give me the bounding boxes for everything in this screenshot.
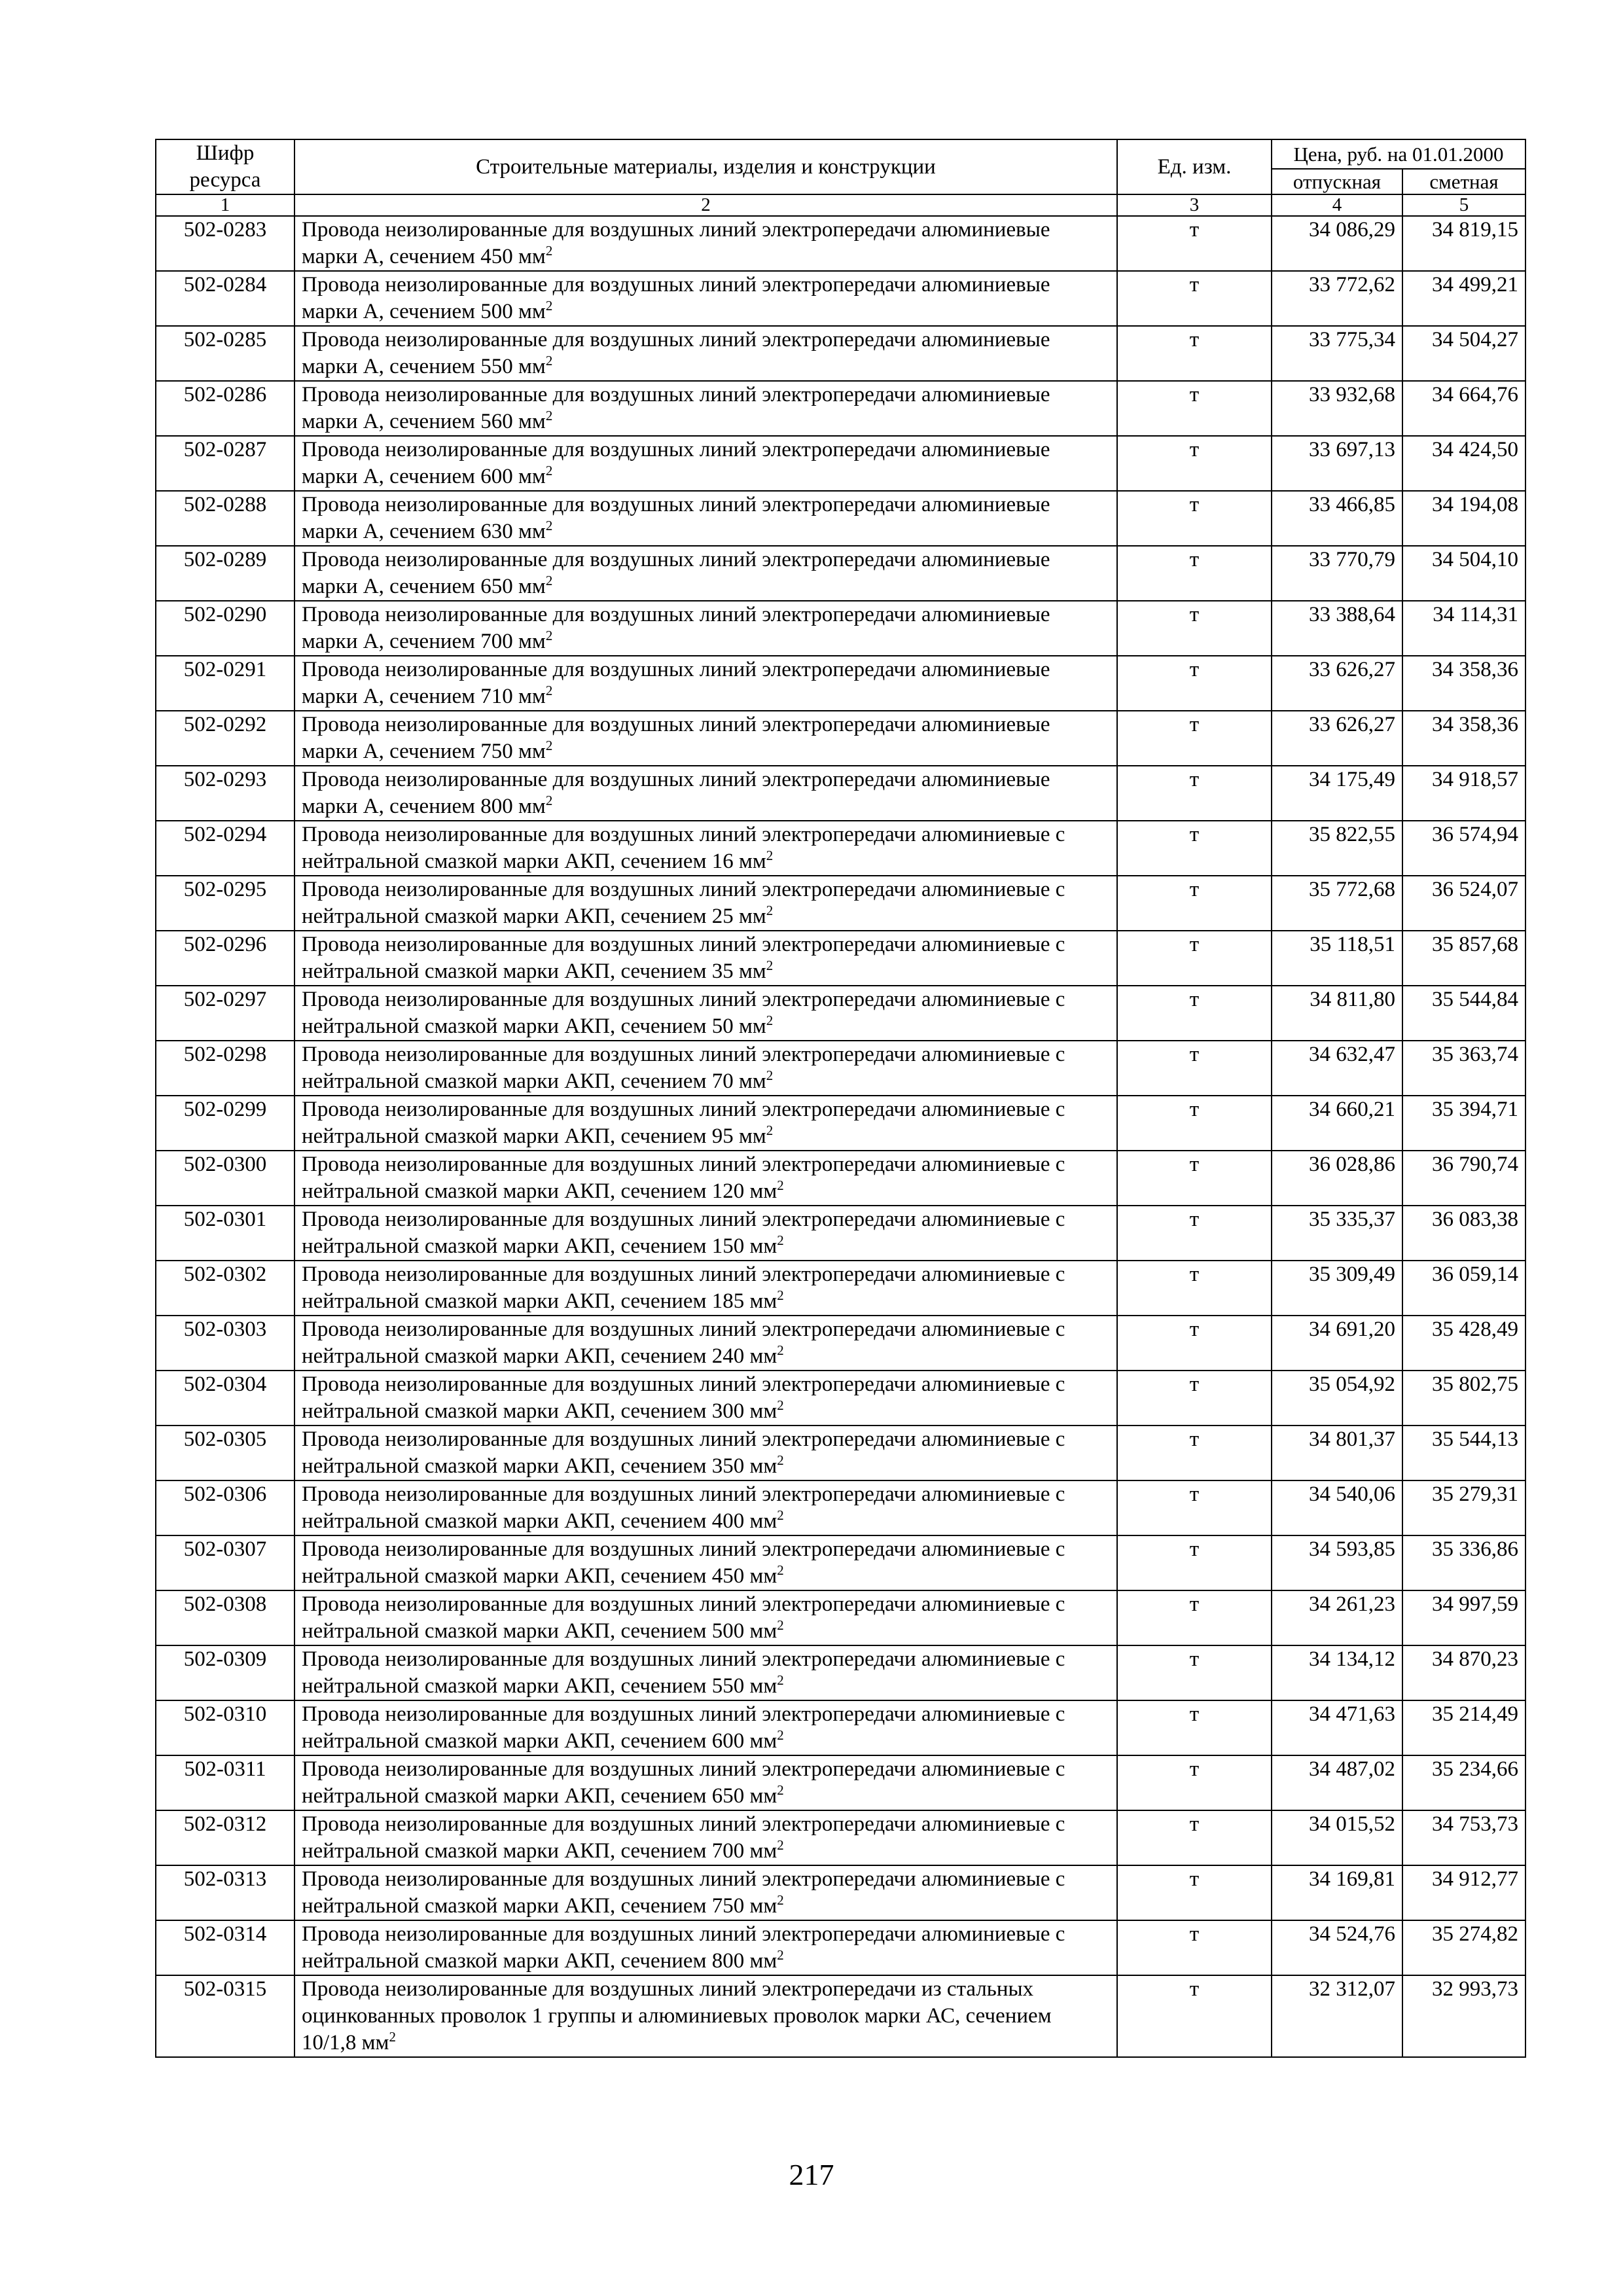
material-name xyxy=(294,931,1117,986)
material-name-text: Провода неизолированные для воздушных линий электропередачи алюминиевые с нейтральной смазкой марки АКП, сечением 350 мм xyxy=(302,1427,1065,1478)
table-row xyxy=(156,271,1525,326)
resource-code: 502-0310 xyxy=(156,1700,294,1755)
material-name-text: Провода неизолированные для воздушных линий электропередачи алюминиевые марки А, сечением 700 мм xyxy=(302,603,1050,653)
material-name-text: Провода неизолированные для воздушных линий электропередачи алюминиевые с нейтральной смазкой марки АКП, сечением 450 мм xyxy=(302,1537,1065,1588)
estimate-price: 35 363,74 xyxy=(1402,1041,1525,1096)
material-name-text: Провода неизолированные для воздушных линий электропередачи алюминиевые с нейтральной смазкой марки АКП, сечением 16 мм xyxy=(302,823,1065,873)
resource-code: 502-0297 xyxy=(156,986,294,1041)
column-number: 2 xyxy=(294,194,1117,216)
table-body xyxy=(156,194,1525,2057)
column-number: 4 xyxy=(1272,194,1402,216)
table-row xyxy=(156,876,1525,931)
resource-code: 502-0299 xyxy=(156,1096,294,1151)
unit-cell: т xyxy=(1117,1810,1272,1865)
resource-code: 502-0312 xyxy=(156,1810,294,1865)
resource-code: 502-0293 xyxy=(156,766,294,821)
release-price: 34 175,49 xyxy=(1272,766,1402,821)
estimate-price: 35 857,68 xyxy=(1402,931,1525,986)
unit-cell: т xyxy=(1117,1755,1272,1810)
estimate-price: 34 912,77 xyxy=(1402,1865,1525,1920)
material-name-text: Провода неизолированные для воздушных линий электропередачи алюминиевые марки А, сечением 710 мм xyxy=(302,658,1050,708)
resource-code: 502-0291 xyxy=(156,656,294,711)
material-name xyxy=(294,656,1117,711)
table-row xyxy=(156,1480,1525,1535)
unit-superscript: 2 xyxy=(545,298,553,314)
table-row xyxy=(156,1700,1525,1755)
unit-cell: т xyxy=(1117,1920,1272,1975)
material-name xyxy=(294,326,1117,381)
unit-superscript: 2 xyxy=(766,1122,774,1138)
unit-superscript: 2 xyxy=(777,1177,784,1193)
table-row xyxy=(156,1316,1525,1371)
table-row xyxy=(156,1590,1525,1645)
unit-superscript: 2 xyxy=(545,628,553,643)
material-name xyxy=(294,436,1117,491)
material-name xyxy=(294,1096,1117,1151)
resource-code: 502-0295 xyxy=(156,876,294,931)
unit-superscript: 2 xyxy=(777,1892,784,1908)
resource-code: 502-0311 xyxy=(156,1755,294,1810)
estimate-price: 34 819,15 xyxy=(1402,216,1525,271)
material-name-text: Провода неизолированные для воздушных линий электропередачи алюминиевые марки А, сечением 450 мм xyxy=(302,218,1050,268)
material-name-text: Провода неизолированные для воздушных линий электропередачи алюминиевые с нейтральной смазкой марки АКП, сечением 70 мм xyxy=(302,1043,1065,1093)
table-row xyxy=(156,1261,1525,1316)
unit-cell: т xyxy=(1117,1975,1272,2057)
unit-superscript: 2 xyxy=(545,573,553,588)
release-price: 35 335,37 xyxy=(1272,1206,1402,1261)
material-name-text: Провода неизолированные для воздушных линий электропередачи алюминиевые с нейтральной смазкой марки АКП, сечением 800 мм xyxy=(302,1922,1065,1973)
material-name-text: Провода неизолированные для воздушных линий электропередачи алюминиевые с нейтральной смазкой марки АКП, сечением 400 мм xyxy=(302,1482,1065,1533)
unit-cell: т xyxy=(1117,656,1272,711)
header-price: Цена, руб. на 01.01.2000 xyxy=(1272,139,1525,169)
release-price: 34 801,37 xyxy=(1272,1426,1402,1480)
unit-superscript: 2 xyxy=(777,1452,784,1468)
unit-cell: т xyxy=(1117,1590,1272,1645)
resource-code: 502-0300 xyxy=(156,1151,294,1206)
estimate-price: 34 504,10 xyxy=(1402,546,1525,601)
resource-code: 502-0313 xyxy=(156,1865,294,1920)
release-price: 35 772,68 xyxy=(1272,876,1402,931)
unit-superscript: 2 xyxy=(545,408,553,423)
estimate-price: 34 664,76 xyxy=(1402,381,1525,436)
material-name-text: Провода неизолированные для воздушных линий электропередачи из стальных оцинкованных проволок 1 группы и алюминиевых проволок марки АС, сечением 10/1,8 мм xyxy=(302,1977,1052,2054)
release-price: 34 086,29 xyxy=(1272,216,1402,271)
estimate-price: 34 870,23 xyxy=(1402,1645,1525,1700)
material-name-text: Провода неизолированные для воздушных линий электропередачи алюминиевые с нейтральной смазкой марки АКП, сечением 95 мм xyxy=(302,1098,1065,1148)
material-name-text: Провода неизолированные для воздушных линий электропередачи алюминиевые с нейтральной смазкой марки АКП, сечением 500 мм xyxy=(302,1592,1065,1643)
material-name xyxy=(294,1535,1117,1590)
table-row xyxy=(156,1645,1525,1700)
table-header xyxy=(156,139,1525,194)
table-row xyxy=(156,1920,1525,1975)
unit-cell: т xyxy=(1117,1151,1272,1206)
resource-code: 502-0301 xyxy=(156,1206,294,1261)
estimate-price: 36 083,38 xyxy=(1402,1206,1525,1261)
table-row xyxy=(156,1975,1525,2057)
resource-code: 502-0292 xyxy=(156,711,294,766)
header-name: Строительные материалы, изделия и конструкции xyxy=(294,139,1117,194)
table-row xyxy=(156,986,1525,1041)
material-name-text: Провода неизолированные для воздушных линий электропередачи алюминиевые марки А, сечением 800 мм xyxy=(302,768,1050,818)
column-number: 1 xyxy=(156,194,294,216)
release-price: 33 775,34 xyxy=(1272,326,1402,381)
release-price: 34 261,23 xyxy=(1272,1590,1402,1645)
material-name xyxy=(294,216,1117,271)
material-name-text: Провода неизолированные для воздушных линий электропередачи алюминиевые с нейтральной смазкой марки АКП, сечением 150 мм xyxy=(302,1208,1065,1258)
table-row xyxy=(156,1810,1525,1865)
unit-cell: т xyxy=(1117,986,1272,1041)
material-name-text: Провода неизолированные для воздушных линий электропередачи алюминиевые с нейтральной смазкой марки АКП, сечением 600 мм xyxy=(302,1702,1065,1753)
table-row xyxy=(156,491,1525,546)
resource-code: 502-0314 xyxy=(156,1920,294,1975)
release-price: 33 388,64 xyxy=(1272,601,1402,656)
release-price: 33 932,68 xyxy=(1272,381,1402,436)
material-name xyxy=(294,1975,1117,2057)
release-price: 35 054,92 xyxy=(1272,1371,1402,1426)
unit-cell: т xyxy=(1117,1041,1272,1096)
release-price: 34 524,76 xyxy=(1272,1920,1402,1975)
unit-cell: т xyxy=(1117,931,1272,986)
release-price: 34 593,85 xyxy=(1272,1535,1402,1590)
estimate-price: 34 358,36 xyxy=(1402,711,1525,766)
estimate-price: 34 918,57 xyxy=(1402,766,1525,821)
material-name-text: Провода неизолированные для воздушных линий электропередачи алюминиевые с нейтральной смазкой марки АКП, сечением 50 мм xyxy=(302,988,1065,1038)
material-name xyxy=(294,1206,1117,1261)
unit-superscript: 2 xyxy=(777,1507,784,1523)
estimate-price: 36 574,94 xyxy=(1402,821,1525,876)
release-price: 34 540,06 xyxy=(1272,1480,1402,1535)
resource-code: 502-0304 xyxy=(156,1371,294,1426)
release-price: 32 312,07 xyxy=(1272,1975,1402,2057)
estimate-price: 35 394,71 xyxy=(1402,1096,1525,1151)
release-price: 33 466,85 xyxy=(1272,491,1402,546)
resource-code: 502-0290 xyxy=(156,601,294,656)
resource-code: 502-0283 xyxy=(156,216,294,271)
release-price: 34 015,52 xyxy=(1272,1810,1402,1865)
material-name xyxy=(294,711,1117,766)
resource-code: 502-0288 xyxy=(156,491,294,546)
unit-superscript: 2 xyxy=(777,1232,784,1248)
unit-superscript: 2 xyxy=(545,518,553,533)
resource-code: 502-0302 xyxy=(156,1261,294,1316)
resource-code: 502-0289 xyxy=(156,546,294,601)
unit-cell: т xyxy=(1117,1645,1272,1700)
estimate-price: 36 524,07 xyxy=(1402,876,1525,931)
unit-superscript: 2 xyxy=(777,1617,784,1633)
table-row xyxy=(156,546,1525,601)
resource-code: 502-0284 xyxy=(156,271,294,326)
material-name xyxy=(294,821,1117,876)
estimate-price: 35 802,75 xyxy=(1402,1371,1525,1426)
release-price: 34 691,20 xyxy=(1272,1316,1402,1371)
unit-superscript: 2 xyxy=(766,848,774,863)
header-unit: Ед. изм. xyxy=(1117,139,1272,194)
material-name-text: Провода неизолированные для воздушных линий электропередачи алюминиевые с нейтральной смазкой марки АКП, сечением 185 мм xyxy=(302,1263,1065,1313)
unit-cell: т xyxy=(1117,876,1272,931)
page-number: 217 xyxy=(789,2158,834,2191)
material-name xyxy=(294,766,1117,821)
unit-superscript: 2 xyxy=(545,793,553,808)
unit-cell: т xyxy=(1117,216,1272,271)
unit-superscript: 2 xyxy=(777,1672,784,1688)
table-row xyxy=(156,326,1525,381)
material-name xyxy=(294,381,1117,436)
resource-code: 502-0286 xyxy=(156,381,294,436)
material-name-text: Провода неизолированные для воздушных линий электропередачи алюминиевые с нейтральной смазкой марки АКП, сечением 700 мм xyxy=(302,1812,1065,1863)
material-name-text: Провода неизолированные для воздушных линий электропередачи алюминиевые с нейтральной смазкой марки АКП, сечением 120 мм xyxy=(302,1153,1065,1203)
release-price: 34 632,47 xyxy=(1272,1041,1402,1096)
unit-superscript: 2 xyxy=(777,1397,784,1413)
material-name-text: Провода неизолированные для воздушных линий электропередачи алюминиевые марки А, сечением 560 мм xyxy=(302,383,1050,433)
table-row xyxy=(156,1426,1525,1480)
material-name xyxy=(294,1645,1117,1700)
resource-code: 502-0305 xyxy=(156,1426,294,1480)
table-row xyxy=(156,436,1525,491)
table-row xyxy=(156,821,1525,876)
material-name xyxy=(294,1041,1117,1096)
estimate-price: 36 790,74 xyxy=(1402,1151,1525,1206)
material-name-text: Провода неизолированные для воздушных линий электропередачи алюминиевые марки А, сечением 600 мм xyxy=(302,438,1050,488)
resource-code: 502-0296 xyxy=(156,931,294,986)
table-row xyxy=(156,1371,1525,1426)
unit-cell: т xyxy=(1117,1206,1272,1261)
resource-code: 502-0285 xyxy=(156,326,294,381)
material-name-text: Провода неизолированные для воздушных линий электропередачи алюминиевые с нейтральной смазкой марки АКП, сечением 240 мм xyxy=(302,1318,1065,1368)
release-price: 35 822,55 xyxy=(1272,821,1402,876)
header-row-main xyxy=(156,139,1525,169)
material-name xyxy=(294,1755,1117,1810)
release-price: 34 487,02 xyxy=(1272,1755,1402,1810)
material-name xyxy=(294,876,1117,931)
material-name-text: Провода неизолированные для воздушных линий электропередачи алюминиевые марки А, сечением 750 мм xyxy=(302,713,1050,763)
material-name xyxy=(294,1700,1117,1755)
unit-cell: т xyxy=(1117,1261,1272,1316)
column-numbers-row xyxy=(156,194,1525,216)
material-name-text: Провода неизолированные для воздушных линий электропередачи алюминиевые с нейтральной смазкой марки АКП, сечением 750 мм xyxy=(302,1867,1065,1918)
table-row xyxy=(156,656,1525,711)
resource-code: 502-0309 xyxy=(156,1645,294,1700)
material-name xyxy=(294,1810,1117,1865)
estimate-price: 35 336,86 xyxy=(1402,1535,1525,1590)
header-release-price: отпускная xyxy=(1272,169,1402,194)
unit-cell: т xyxy=(1117,1480,1272,1535)
material-name xyxy=(294,601,1117,656)
unit-cell: т xyxy=(1117,1865,1272,1920)
unit-superscript: 2 xyxy=(777,1562,784,1578)
estimate-price: 34 114,31 xyxy=(1402,601,1525,656)
release-price: 36 028,86 xyxy=(1272,1151,1402,1206)
estimate-price: 34 194,08 xyxy=(1402,491,1525,546)
column-number: 5 xyxy=(1402,194,1525,216)
unit-cell: т xyxy=(1117,271,1272,326)
estimate-price: 35 279,31 xyxy=(1402,1480,1525,1535)
material-name xyxy=(294,1371,1117,1426)
table-row xyxy=(156,1535,1525,1590)
unit-superscript: 2 xyxy=(777,1342,784,1358)
estimate-price: 35 274,82 xyxy=(1402,1920,1525,1975)
estimate-price: 35 234,66 xyxy=(1402,1755,1525,1810)
material-name xyxy=(294,1316,1117,1371)
unit-superscript: 2 xyxy=(777,1837,784,1853)
table-row xyxy=(156,1151,1525,1206)
material-name xyxy=(294,986,1117,1041)
material-name xyxy=(294,491,1117,546)
table-row xyxy=(156,216,1525,271)
unit-cell: т xyxy=(1117,1096,1272,1151)
unit-superscript: 2 xyxy=(389,2029,396,2045)
material-name xyxy=(294,1920,1117,1975)
resource-code: 502-0287 xyxy=(156,436,294,491)
resource-code: 502-0306 xyxy=(156,1480,294,1535)
estimate-price: 36 059,14 xyxy=(1402,1261,1525,1316)
material-name xyxy=(294,1480,1117,1535)
resource-code: 502-0308 xyxy=(156,1590,294,1645)
material-name-text: Провода неизолированные для воздушных линий электропередачи алюминиевые марки А, сечением 630 мм xyxy=(302,493,1050,543)
unit-cell: т xyxy=(1117,1316,1272,1371)
estimate-price: 34 753,73 xyxy=(1402,1810,1525,1865)
table-row xyxy=(156,1041,1525,1096)
unit-superscript: 2 xyxy=(766,903,774,918)
release-price: 33 626,27 xyxy=(1272,656,1402,711)
material-name xyxy=(294,1865,1117,1920)
unit-cell: т xyxy=(1117,546,1272,601)
unit-cell: т xyxy=(1117,1535,1272,1590)
resource-code: 502-0315 xyxy=(156,1975,294,2057)
release-price: 33 772,62 xyxy=(1272,271,1402,326)
unit-superscript: 2 xyxy=(766,958,774,973)
estimate-price: 34 499,21 xyxy=(1402,271,1525,326)
estimate-price: 34 358,36 xyxy=(1402,656,1525,711)
table-row xyxy=(156,931,1525,986)
release-price: 34 169,81 xyxy=(1272,1865,1402,1920)
unit-cell: т xyxy=(1117,381,1272,436)
unit-superscript: 2 xyxy=(545,683,553,698)
release-price: 33 626,27 xyxy=(1272,711,1402,766)
material-name xyxy=(294,1426,1117,1480)
estimate-price: 34 504,27 xyxy=(1402,326,1525,381)
unit-superscript: 2 xyxy=(777,1287,784,1303)
table-row xyxy=(156,1755,1525,1810)
resource-code: 502-0303 xyxy=(156,1316,294,1371)
release-price: 34 811,80 xyxy=(1272,986,1402,1041)
unit-cell: т xyxy=(1117,711,1272,766)
estimate-price: 35 544,13 xyxy=(1402,1426,1525,1480)
estimate-price: 35 428,49 xyxy=(1402,1316,1525,1371)
table-row xyxy=(156,711,1525,766)
unit-cell: т xyxy=(1117,766,1272,821)
unit-cell: т xyxy=(1117,1700,1272,1755)
unit-cell: т xyxy=(1117,821,1272,876)
table-row xyxy=(156,601,1525,656)
material-name-text: Провода неизолированные для воздушных линий электропередачи алюминиевые с нейтральной смазкой марки АКП, сечением 300 мм xyxy=(302,1372,1065,1423)
material-name-text: Провода неизолированные для воздушных линий электропередачи алюминиевые с нейтральной смазкой марки АКП, сечением 25 мм xyxy=(302,878,1065,928)
column-number: 3 xyxy=(1117,194,1272,216)
material-name xyxy=(294,1590,1117,1645)
release-price: 35 309,49 xyxy=(1272,1261,1402,1316)
release-price: 34 134,12 xyxy=(1272,1645,1402,1700)
table-row xyxy=(156,1096,1525,1151)
unit-superscript: 2 xyxy=(777,1947,784,1963)
resource-code: 502-0294 xyxy=(156,821,294,876)
header-estimate-price: сметная xyxy=(1402,169,1525,194)
unit-cell: т xyxy=(1117,1426,1272,1480)
estimate-price: 34 424,50 xyxy=(1402,436,1525,491)
material-name-text: Провода неизолированные для воздушных линий электропередачи алюминиевые с нейтральной смазкой марки АКП, сечением 35 мм xyxy=(302,933,1065,983)
unit-superscript: 2 xyxy=(766,1067,774,1083)
estimate-price: 35 214,49 xyxy=(1402,1700,1525,1755)
material-name-text: Провода неизолированные для воздушных линий электропередачи алюминиевые с нейтральной смазкой марки АКП, сечением 550 мм xyxy=(302,1647,1065,1698)
unit-cell: т xyxy=(1117,326,1272,381)
unit-superscript: 2 xyxy=(545,738,553,753)
unit-cell: т xyxy=(1117,491,1272,546)
price-table xyxy=(155,139,1526,2058)
table-row xyxy=(156,1865,1525,1920)
unit-superscript: 2 xyxy=(545,353,553,368)
release-price: 33 697,13 xyxy=(1272,436,1402,491)
release-price: 33 770,79 xyxy=(1272,546,1402,601)
unit-superscript: 2 xyxy=(777,1727,784,1743)
estimate-price: 35 544,84 xyxy=(1402,986,1525,1041)
release-price: 34 660,21 xyxy=(1272,1096,1402,1151)
resource-code: 502-0298 xyxy=(156,1041,294,1096)
header-code: Шифр ресурса xyxy=(156,139,294,194)
material-name xyxy=(294,546,1117,601)
estimate-price: 32 993,73 xyxy=(1402,1975,1525,2057)
table-row xyxy=(156,381,1525,436)
material-name xyxy=(294,1261,1117,1316)
unit-superscript: 2 xyxy=(766,1013,774,1028)
release-price: 35 118,51 xyxy=(1272,931,1402,986)
unit-superscript: 2 xyxy=(545,243,553,259)
material-name-text: Провода неизолированные для воздушных линий электропередачи алюминиевые марки А, сечением 550 мм xyxy=(302,328,1050,378)
unit-cell: т xyxy=(1117,601,1272,656)
unit-cell: т xyxy=(1117,1371,1272,1426)
material-name xyxy=(294,1151,1117,1206)
unit-cell: т xyxy=(1117,436,1272,491)
material-name xyxy=(294,271,1117,326)
material-name-text: Провода неизолированные для воздушных линий электропередачи алюминиевые марки А, сечением 650 мм xyxy=(302,548,1050,598)
resource-code: 502-0307 xyxy=(156,1535,294,1590)
unit-superscript: 2 xyxy=(777,1782,784,1798)
estimate-price: 34 997,59 xyxy=(1402,1590,1525,1645)
table-row xyxy=(156,766,1525,821)
material-name-text: Провода неизолированные для воздушных линий электропередачи алюминиевые с нейтральной смазкой марки АКП, сечением 650 мм xyxy=(302,1757,1065,1808)
unit-superscript: 2 xyxy=(545,463,553,478)
material-name-text: Провода неизолированные для воздушных линий электропередачи алюминиевые марки А, сечением 500 мм xyxy=(302,273,1050,323)
release-price: 34 471,63 xyxy=(1272,1700,1402,1755)
table-row xyxy=(156,1206,1525,1261)
